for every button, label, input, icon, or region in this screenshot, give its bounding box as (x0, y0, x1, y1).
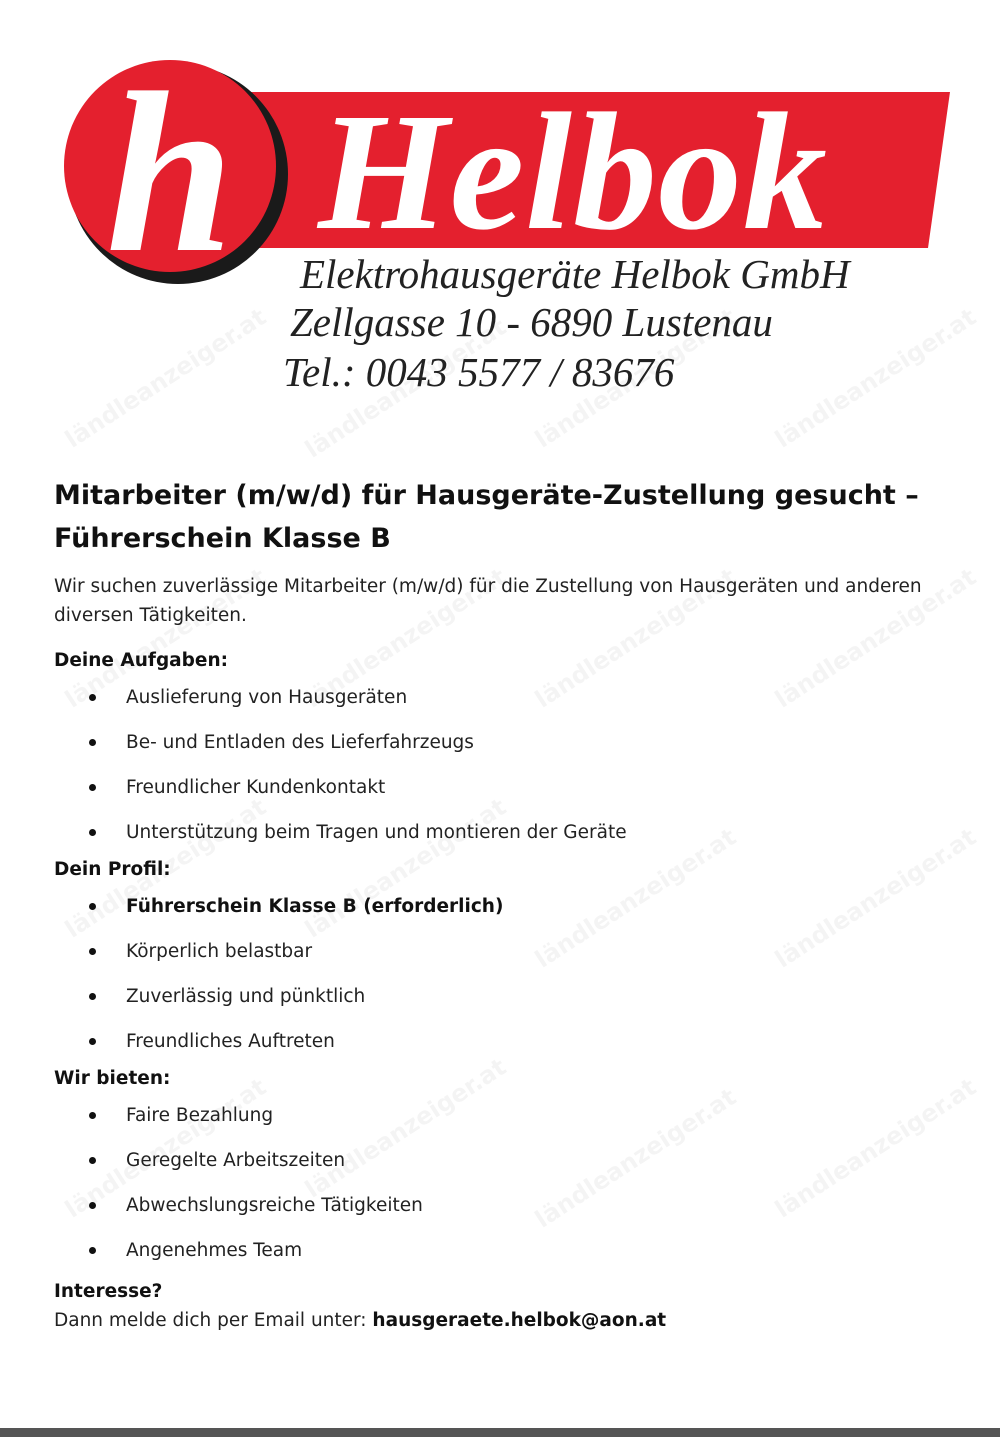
offer-heading: Wir bieten: (54, 1068, 171, 1089)
list-item: Geregelte Arbeitszeiten (54, 1138, 954, 1183)
list-item: Auslieferung von Hausgeräten (54, 675, 954, 720)
company-address: Zellgasse 10 - 6890 Lustenau (290, 299, 773, 345)
list-item: Faire Bezahlung (54, 1093, 954, 1138)
contact-email[interactable]: hausgeraete.helbok@aon.at (372, 1310, 667, 1331)
list-item: Abwechslungsreiche Tätigkeiten (54, 1183, 954, 1228)
brand-name: Helbok (318, 79, 828, 265)
list-item: Freundliches Auftreten (54, 1019, 954, 1064)
offer-list (54, 1093, 954, 1273)
contact-text: Dann melde dich per Email unter: (54, 1310, 373, 1331)
logo-letter: h (106, 45, 234, 300)
list-item: Zuverlässig und pünktlich (54, 974, 954, 1019)
job-intro: Wir suchen zuverlässige Mitarbeiter (m/w/d) für die Zustellung von Hausgeräten und anderen diversen Tätigkeiten. (54, 576, 922, 626)
tasks-list (54, 675, 954, 855)
contact-heading: Interesse? (54, 1281, 163, 1302)
company-phone: Tel.: 0043 5577 / 83676 (283, 349, 675, 395)
company-name: Elektrohausgeräte Helbok GmbH (300, 251, 850, 297)
job-posting (54, 474, 954, 1335)
list-item: Führerschein Klasse B (erforderlich) (54, 884, 954, 929)
list-item: Freundlicher Kundenkontakt (54, 765, 954, 810)
job-title: Mitarbeiter (m/w/d) für Hausgeräte-Zustellung gesucht – Führerschein Klasse B (54, 480, 919, 554)
list-item: Angenehmes Team (54, 1228, 954, 1273)
list-item: Körperlich belastbar (54, 929, 954, 974)
company-logo (0, 0, 1000, 420)
tasks-heading: Deine Aufgaben: (54, 650, 229, 671)
profile-heading: Dein Profil: (54, 859, 171, 880)
contact-line (54, 1306, 954, 1335)
profile-list (54, 884, 954, 1064)
bottom-bar (0, 1428, 1000, 1437)
list-item: Unterstützung beim Tragen und montieren der Geräte (54, 810, 954, 855)
list-item: Be- und Entladen des Lieferfahrzeugs (54, 720, 954, 765)
